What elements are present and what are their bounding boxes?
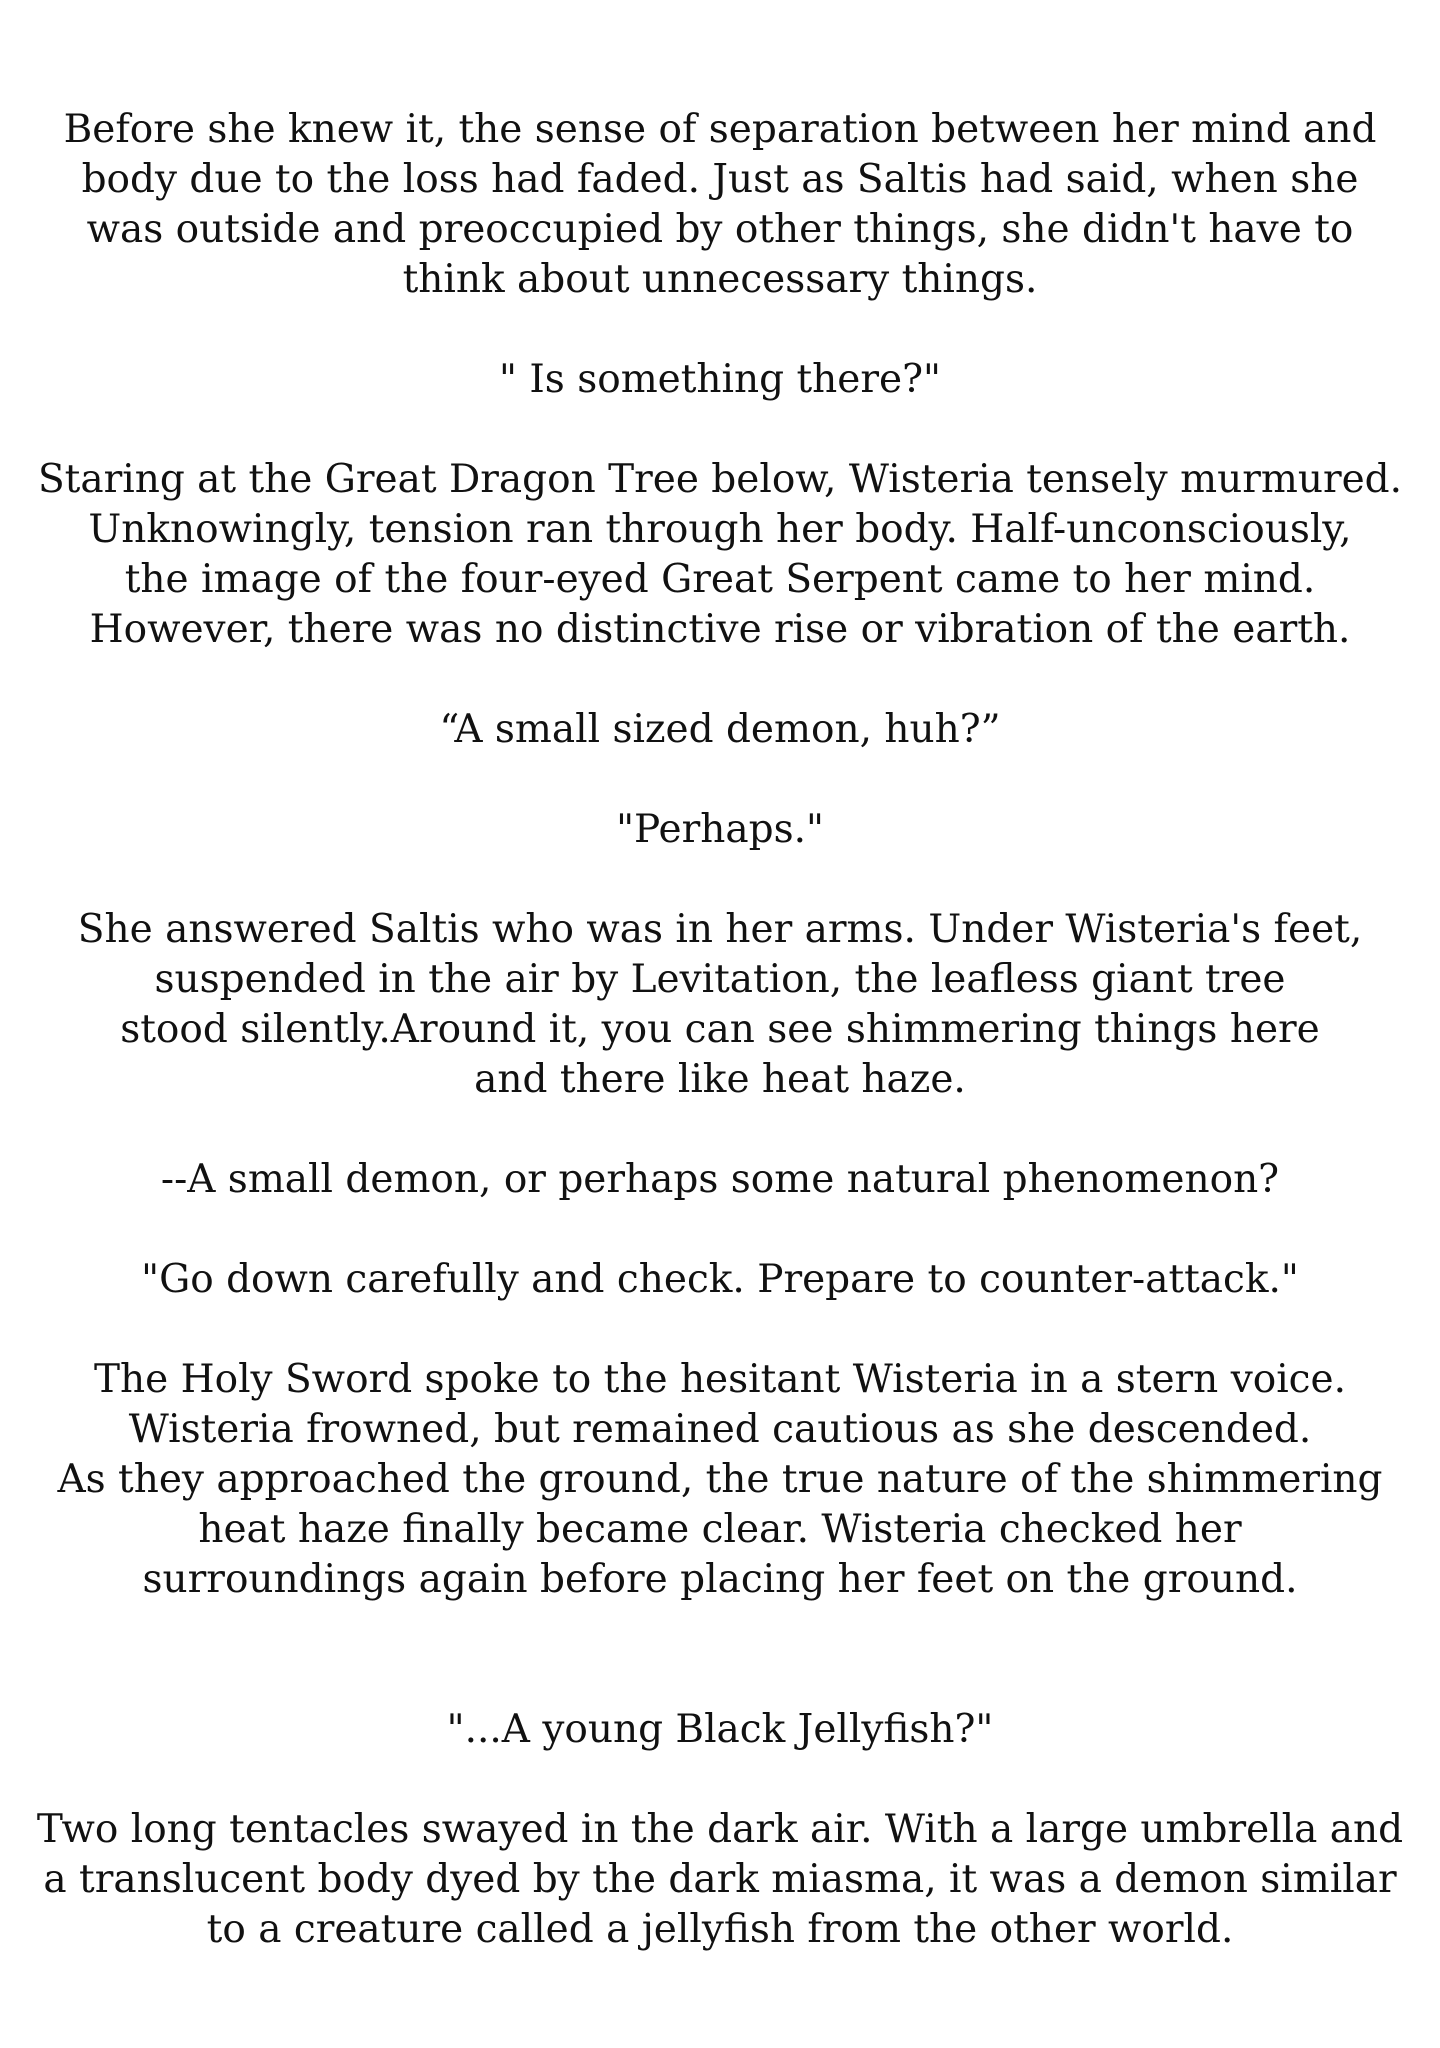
paragraph-9-line-5: surroundings again before placing her feet on the ground.: [142, 1557, 1298, 1602]
dialogue-line: “A small sized demon, huh?”: [439, 707, 1001, 752]
dialogue-line: " Is something there?": [499, 357, 941, 402]
paragraph-3-line-1: Staring at the Great Dragon Tree below, Wisteria tensely murmured.: [37, 457, 1403, 502]
paragraph-3-line-3: the image of the four-eyed Great Serpent came to her mind.: [124, 557, 1316, 602]
paragraph-6-line-4: and there like heat haze.: [474, 1057, 966, 1102]
paragraph-9-line-1: The Holy Sword spoke to the hesitant Wisteria in a stern voice.: [93, 1357, 1347, 1402]
paragraph-1-line-1: Before she knew it, the sense of separation between her mind and: [63, 107, 1377, 152]
paragraph-1-line-4: think about unnecessary things.: [402, 257, 1038, 302]
monologue-line: --A small demon, or perhaps some natural phenomenon?: [160, 1157, 1280, 1202]
paragraph-9-line-3: As they approached the ground, the true nature of the shimmering: [57, 1457, 1383, 1502]
dialogue-line: "Perhaps.": [616, 807, 824, 852]
paragraph-6-line-3: stood silently.Around it, you can see shimmering things here: [120, 1007, 1320, 1052]
paragraph-11-line-1: Two long tentacles swayed in the dark air. With a large umbrella and: [36, 1807, 1404, 1852]
paragraph-3-line-4: However, there was no distinctive rise or vibration of the earth.: [89, 607, 1351, 652]
paragraph-1-line-3: was outside and preoccupied by other things, she didn't have to: [86, 207, 1354, 252]
paragraph-9-line-2: Wisteria frowned, but remained cautious as she descended.: [128, 1407, 1312, 1452]
paragraph-6-line-2: suspended in the air by Levitation, the leafless giant tree: [154, 957, 1286, 1002]
paragraph-1-line-2: body due to the loss had faded. Just as Saltis had said, when she: [81, 157, 1359, 202]
dialogue-line: "Go down carefully and check. Prepare to counter-attack.": [141, 1257, 1299, 1302]
paragraph-3-line-2: Unknowingly, tension ran through her body. Half-unconsciously,: [88, 507, 1352, 552]
paragraph-9-line-4: heat haze finally became clear. Wisteria checked her: [198, 1507, 1242, 1552]
paragraph-11-line-2: a translucent body dyed by the dark miasma, it was a demon similar: [43, 1857, 1397, 1902]
dialogue-line: "...A young Black Jellyfish?": [446, 1707, 994, 1752]
paragraph-11-line-3: to a creature called a jellyfish from the other world.: [206, 1907, 1234, 1952]
paragraph-6-line-1: She answered Saltis who was in her arms. Under Wisteria's feet,: [77, 907, 1363, 952]
